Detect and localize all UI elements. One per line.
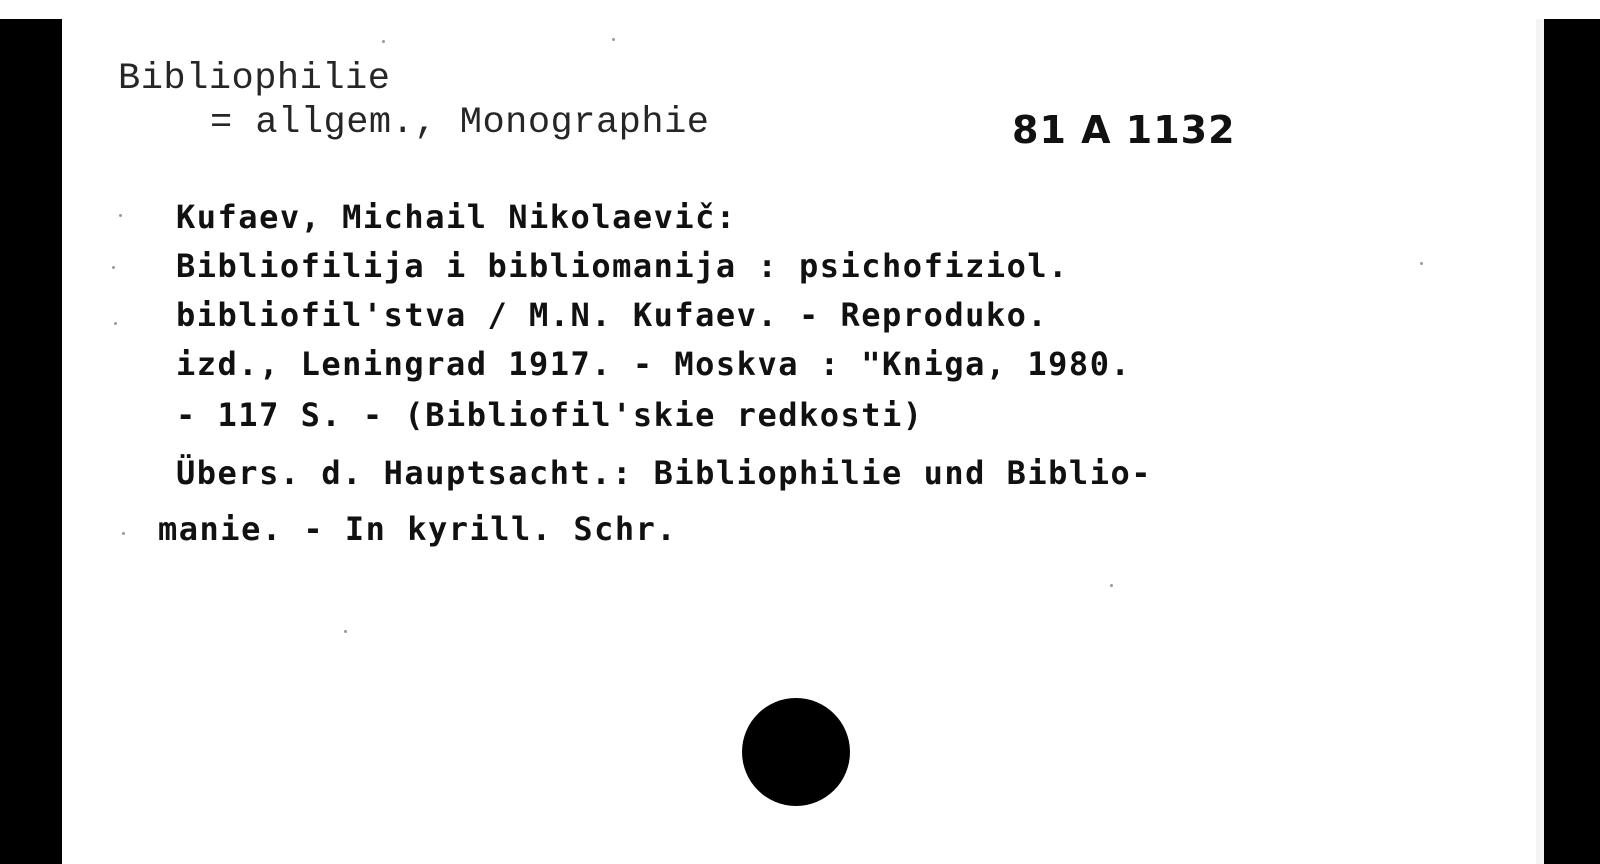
call-number: 81 A 1132 [1012, 108, 1236, 152]
scan-speck [122, 532, 125, 535]
note-line: manie. - In kyrill. Schr. [158, 510, 678, 548]
entry-line: izd., Leningrad 1917. - Moskva : "Kniga, 1980. [176, 345, 1132, 383]
scan-speck [112, 266, 115, 269]
entry-line: Kufaev, Michail Nikolaevič: [176, 198, 737, 236]
scan-speck [382, 40, 385, 43]
scan-speck [1110, 584, 1113, 587]
scan-speck [114, 322, 117, 325]
scan-speck [344, 630, 347, 633]
scan-speck [1420, 262, 1423, 265]
left-border [0, 19, 62, 864]
subject-subheading: = allgem., Monographie [210, 102, 710, 144]
card-right-edge [1536, 19, 1544, 864]
entry-line: - 117 S. - (Bibliofil'skie redkosti) [176, 396, 924, 434]
note-line: Übers. d. Hauptsacht.: Bibliophilie und Biblio- [176, 454, 1152, 492]
entry-line: bibliofil'stva / M.N. Kufaev. - Reproduko. [176, 296, 1049, 334]
top-border [0, 0, 1600, 19]
subject-heading: Bibliophilie [118, 58, 391, 100]
punch-hole [742, 698, 850, 806]
scan-speck [119, 214, 122, 217]
entry-line: Bibliofilija i bibliomanija : psichofiziol. [176, 247, 1069, 285]
scan-speck [612, 38, 615, 41]
